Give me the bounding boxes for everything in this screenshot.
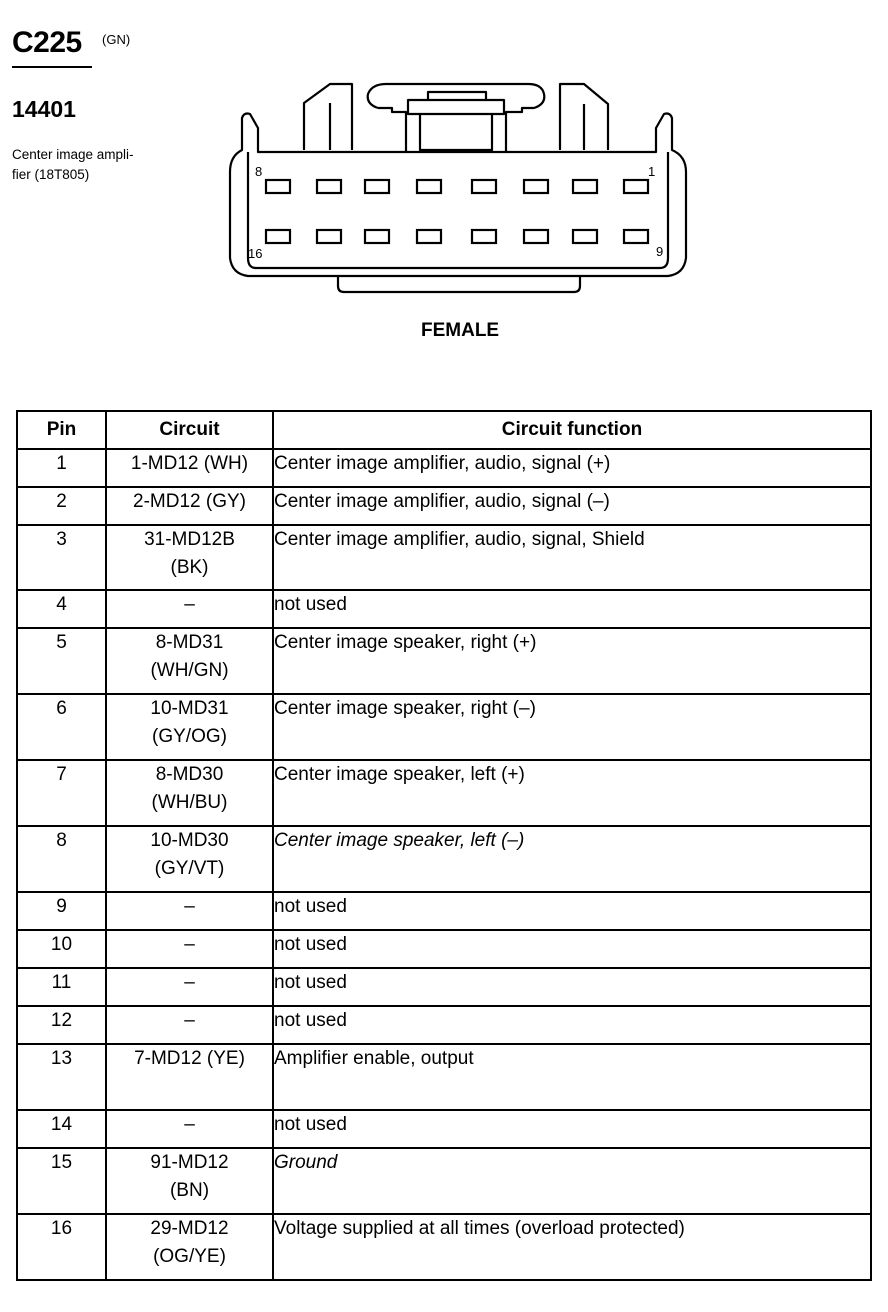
circuit-function: not used [273,892,871,930]
circuit-cell [106,760,273,826]
pin-number: 3 [17,525,106,590]
description-line: Center image ampli- [12,147,134,162]
table-header-row [17,411,871,449]
circuit-line: 91-MD12 [150,1152,229,1173]
cavity-4 [472,180,496,193]
circuit-cell [106,525,273,590]
table-row [17,1148,871,1214]
header-circuit-function: Circuit function [273,411,871,449]
circuit-function: Center image speaker, right (+) [273,628,871,694]
circuit-line: – [184,896,195,917]
circuit-line: – [184,934,195,955]
circuit-function: Center image speaker, left (+) [273,760,871,826]
circuit-cell [106,1044,273,1110]
circuit-cell [106,1110,273,1148]
part-number: 14401 [12,96,76,122]
circuit-line: 7-MD12 (YE) [134,1048,245,1069]
cavity-8 [266,180,290,193]
pin-number: 2 [17,487,106,525]
cavity-2 [573,180,597,193]
pin-number: 5 [17,628,106,694]
circuit-cell [106,449,273,487]
cavity-label-bottom-left: 16 [248,246,263,261]
pin-number: 1 [17,449,106,487]
header-circuit: Circuit [106,411,273,449]
pin-number: 16 [17,1214,106,1280]
cavity-13 [417,230,441,243]
cavity-16 [266,230,290,243]
circuit-function: Center image amplifier, audio, signal, Shield [273,525,871,590]
circuit-function: Center image amplifier, audio, signal (–) [273,487,871,525]
cavity-label-top-left: 8 [255,164,263,179]
circuit-line: 31-MD12B [144,529,235,550]
circuit-line: 8-MD30 [155,764,224,785]
cavity-15 [317,230,341,243]
circuit-cell [106,1214,273,1280]
circuit-line: – [184,972,195,993]
bottom-rib [338,276,580,292]
table-row [17,826,871,892]
header-pin: Pin [17,411,106,449]
cavity-14 [365,230,389,243]
table-row [17,968,871,1006]
table-row [17,1110,871,1148]
table-row [17,628,871,694]
circuit-cell [106,487,273,525]
table-row [17,930,871,968]
cavity-11 [524,230,548,243]
table-row [17,449,871,487]
description-line: fier (18T805) [12,167,90,182]
circuit-line: (WH/GN) [150,660,229,681]
circuit-line: (WH/BU) [151,792,228,813]
table-row [17,892,871,930]
connector-face-diagram [0,0,888,360]
circuit-line: 2-MD12 (GY) [133,491,246,512]
circuit-line: – [184,1010,195,1031]
pin-number: 15 [17,1148,106,1214]
circuit-function: Amplifier enable, output [273,1044,871,1110]
cavity-10 [573,230,597,243]
circuit-line: (GY/OG) [152,726,227,747]
pin-number: 4 [17,590,106,628]
cavity-3 [524,180,548,193]
pin-number: 9 [17,892,106,930]
center-key [408,100,504,114]
circuit-cell [106,1006,273,1044]
circuit-cell [106,930,273,968]
pin-number: 12 [17,1006,106,1044]
cavity-label-top-right: 1 [648,164,656,179]
table-row [17,525,871,590]
circuit-function: Center image speaker, right (–) [273,694,871,760]
circuit-line: 8-MD31 [155,632,224,653]
pin-number: 10 [17,930,106,968]
table-row [17,487,871,525]
connector-color-code: (GN) [102,32,131,47]
circuit-cell [106,968,273,1006]
circuit-cell [106,892,273,930]
circuit-line: (OG/YE) [153,1246,226,1267]
cavity-1 [624,180,648,193]
circuit-cell [106,628,273,694]
circuit-function: Center image speaker, left (–) [273,826,871,892]
circuit-line: (GY/VT) [154,858,225,879]
pin-number: 11 [17,968,106,1006]
table-row [17,1214,871,1280]
cavity-label-bottom-right: 9 [656,244,664,259]
left-latch [304,84,352,150]
cavity-7 [317,180,341,193]
circuit-line: 10-MD30 [150,830,229,851]
circuit-line: – [184,1114,195,1135]
circuit-function: not used [273,930,871,968]
table-row [17,1044,871,1110]
circuit-line: 29-MD12 [150,1218,229,1239]
circuit-cell [106,590,273,628]
circuit-function: not used [273,590,871,628]
circuit-function: Center image amplifier, audio, signal (+) [273,449,871,487]
table-row [17,694,871,760]
cavity-5 [417,180,441,193]
circuit-cell [106,826,273,892]
circuit-function: not used [273,1006,871,1044]
circuit-line: 10-MD31 [150,698,229,719]
pinout-table [16,410,872,1281]
circuit-line: (BK) [170,557,209,578]
circuit-function: Ground [273,1148,871,1214]
pin-number: 13 [17,1044,106,1110]
table-row [17,590,871,628]
connector-view-label: FEMALE [421,320,500,341]
circuit-function: not used [273,1110,871,1148]
connector-body [230,114,686,277]
table-row [17,760,871,826]
connector-id: C225 [12,26,82,59]
circuit-cell [106,1148,273,1214]
pin-number: 14 [17,1110,106,1148]
pin-number: 6 [17,694,106,760]
cavity-9 [624,230,648,243]
circuit-cell [106,694,273,760]
circuit-line: – [184,594,195,615]
circuit-line: 1-MD12 (WH) [130,453,249,474]
pin-number: 7 [17,760,106,826]
cavity-12 [472,230,496,243]
pin-number: 8 [17,826,106,892]
circuit-function: not used [273,968,871,1006]
center-hood [368,84,545,152]
circuit-function: Voltage supplied at all times (overload protected) [273,1214,871,1280]
circuit-line: (BN) [169,1180,210,1201]
cavity-6 [365,180,389,193]
table-row [17,1006,871,1044]
